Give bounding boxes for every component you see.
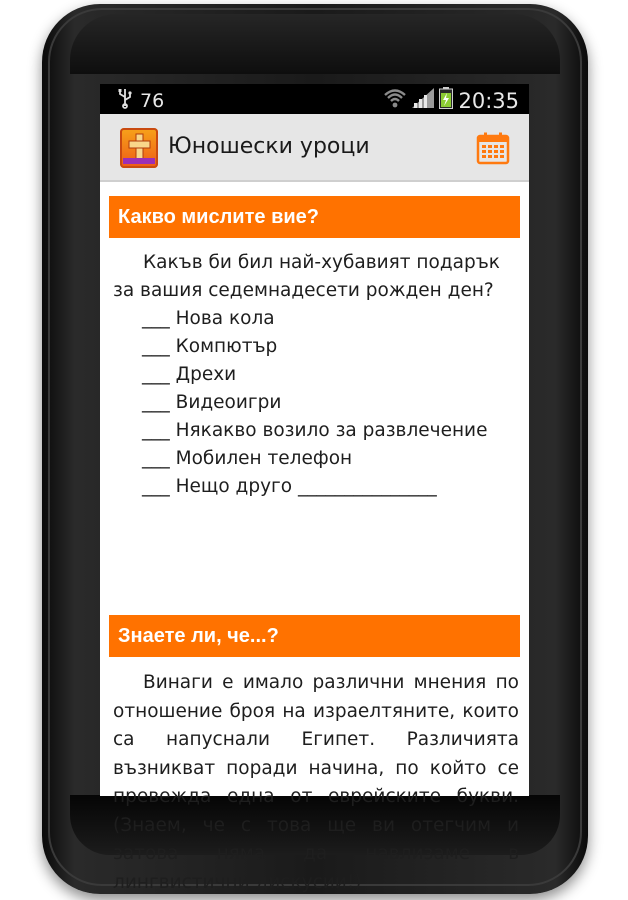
church-cross-logo-icon[interactable] — [120, 128, 158, 168]
phone-top-bezel — [70, 14, 560, 74]
question-line-1: Какъв би бил най-хубавият подарък — [143, 252, 500, 273]
option-item: ___ Нова кола — [142, 308, 275, 329]
phone-screen — [100, 84, 529, 893]
signal-icon — [412, 88, 434, 113]
status-right — [383, 87, 519, 114]
action-bar — [100, 114, 529, 182]
option-item: ___ Мобилен телефон — [142, 448, 353, 469]
status-bar — [100, 84, 529, 114]
wifi-icon — [383, 87, 407, 114]
question-line-2: за вашия седемнадесети рожден ден? — [113, 280, 494, 301]
option-item: ___ Нещо друго _______________ — [142, 476, 437, 497]
section-header-did-you-know: Знаете ли, че...? — [109, 615, 520, 657]
calendar-icon[interactable] — [477, 132, 509, 164]
notification-count: 76 — [140, 89, 165, 112]
section-header-what-do-you-think: Какво мислите вие? — [109, 196, 520, 238]
option-item: ___ Дрехи — [142, 364, 237, 385]
status-left — [118, 88, 164, 113]
option-item: ___ Видеоигри — [142, 392, 282, 413]
lesson-content[interactable] — [100, 182, 529, 893]
usb-icon — [118, 88, 132, 113]
option-item: ___ Някакво возило за развлечение — [142, 420, 488, 441]
status-time: 20:35 — [458, 88, 519, 113]
option-item: ___ Компютър — [142, 336, 278, 357]
app-title: Юношески уроци — [168, 134, 370, 159]
battery-icon — [439, 87, 453, 114]
did-you-know-text: Винаги е имало различни мнения по отношение броя на израелтяните, които са напуснали Египет. Различията възникват поради начина, по който се превежда една от еврейските букви. (Знаем, че с това ще ви отегчим и затова няма да навлизаме в лингвистични дискусии!) — [113, 672, 519, 893]
